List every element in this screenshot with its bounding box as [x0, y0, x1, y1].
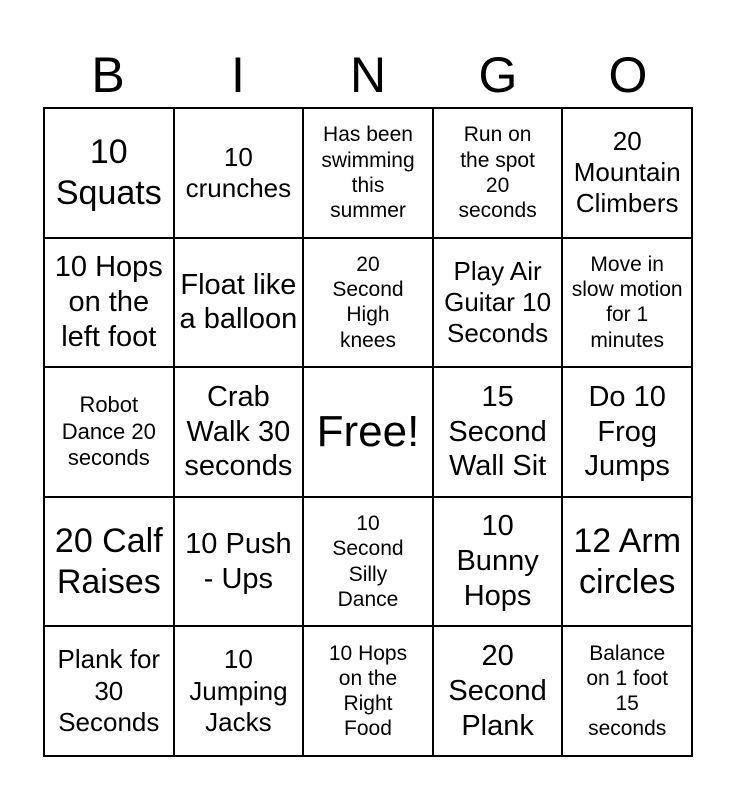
bingo-cell[interactable]	[433, 497, 563, 627]
cell-text: Move in slow motion for 1 minutes	[571, 253, 683, 352]
cell-text: 10 Hops on the Right Food	[328, 641, 408, 741]
bingo-cell[interactable]	[562, 367, 692, 497]
bingo-cell[interactable]	[433, 626, 563, 756]
cell-text: 10 Push - Ups	[185, 527, 292, 595]
cell-text: 20 Second Plank	[448, 640, 547, 742]
cell-text: Float like a balloon	[179, 268, 298, 336]
header-letter-i: I	[231, 47, 245, 103]
cell-text: 10 Bunny Hops	[456, 510, 539, 612]
header-letter-b: B	[91, 47, 125, 103]
bingo-cell[interactable]	[562, 108, 692, 238]
bingo-cell[interactable]	[174, 238, 304, 368]
cell-text: Plank for 30 Seconds	[57, 644, 161, 737]
bingo-cell[interactable]	[174, 367, 304, 497]
bingo-cell[interactable]	[303, 626, 433, 756]
bingo-cell[interactable]	[303, 238, 433, 368]
free-space[interactable]	[303, 367, 433, 497]
bingo-cell[interactable]	[562, 238, 692, 368]
bingo-cell[interactable]	[433, 367, 563, 497]
cell-text: Robot Dance 20 seconds	[61, 392, 156, 471]
bingo-cell[interactable]	[562, 497, 692, 627]
cell-text: 10 Jumping Jacks	[189, 644, 288, 737]
cell-text: Do 10 Frog Jumps	[584, 380, 670, 483]
cell-text: 12 Arm circles	[573, 521, 682, 601]
bingo-cell[interactable]	[562, 626, 692, 756]
bingo-cell[interactable]	[44, 238, 174, 368]
cell-text: 10 crunches	[185, 141, 292, 203]
bingo-cell[interactable]	[433, 108, 563, 238]
cell-text: 20 Mountain Climbers	[573, 126, 681, 219]
cell-text: 20 Calf Raises	[54, 521, 163, 601]
cell-text: 10 Hops on the left foot	[54, 251, 163, 353]
cell-text: Play Air Guitar 10 Seconds	[444, 255, 552, 348]
bingo-cell[interactable]	[44, 497, 174, 627]
cell-text: 10 Squats	[55, 133, 162, 212]
cell-text: Crab Walk 30 seconds	[184, 380, 293, 483]
header-letter-o: O	[608, 47, 648, 103]
free-space-label: Free!	[316, 406, 420, 456]
cell-text: Balance on 1 foot 15 seconds	[586, 641, 669, 741]
bingo-grid	[43, 107, 693, 757]
header-letter-g: G	[478, 47, 518, 103]
bingo-cell[interactable]	[44, 367, 174, 497]
cell-text: 10 Second Silly Dance	[332, 512, 404, 611]
bingo-cell[interactable]	[303, 108, 433, 238]
bingo-cell[interactable]	[174, 626, 304, 756]
bingo-cell[interactable]	[174, 108, 304, 238]
cell-text: 20 Second High knees	[332, 253, 404, 352]
bingo-cell[interactable]	[303, 497, 433, 627]
bingo-header	[43, 44, 693, 106]
bingo-cell[interactable]	[44, 108, 174, 238]
cell-text: 15 Second Wall Sit	[448, 380, 547, 483]
cell-text: Run on the spot 20 seconds	[458, 123, 537, 222]
bingo-cell[interactable]	[44, 626, 174, 756]
bingo-cell[interactable]	[174, 497, 304, 627]
bingo-cell[interactable]	[433, 238, 563, 368]
cell-text: Has been swimming this summer	[321, 123, 415, 222]
header-letter-n: N	[349, 47, 387, 103]
